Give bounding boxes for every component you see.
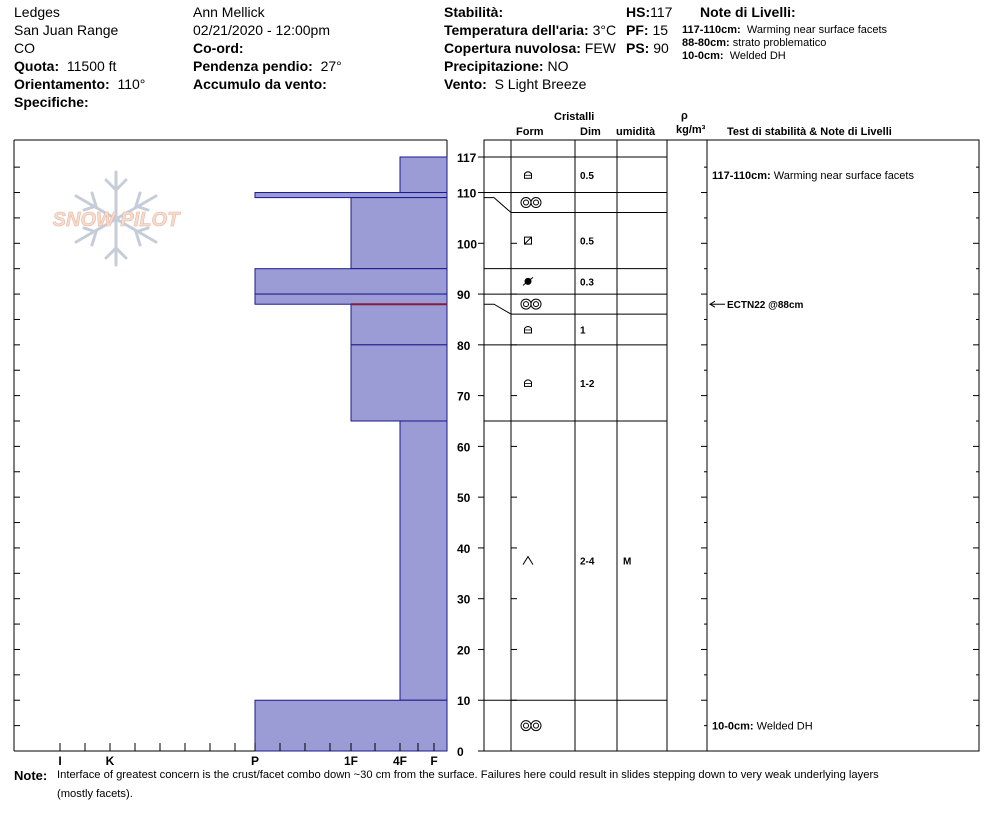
depth-connector xyxy=(484,198,511,213)
range: San Juan Range xyxy=(14,22,119,38)
col-cristalli: Cristalli xyxy=(554,111,595,123)
layer-notes-title: Note di Livelli: xyxy=(700,4,796,20)
air-temp-label: Temperatura dell'aria: xyxy=(444,22,589,38)
ps-value: 90 xyxy=(653,40,669,56)
elevation-value: 11500 ft xyxy=(66,58,117,74)
hardness-label-I: I xyxy=(58,754,62,768)
stability-label: Stabilità: xyxy=(444,4,504,20)
snowpilot-logo xyxy=(53,172,181,265)
layer-note-2-text: strato problematico xyxy=(732,37,827,49)
hardness-bar-0 xyxy=(400,157,447,193)
hardness-bar-6 xyxy=(351,345,447,421)
layer-note-3-range: 10-0cm: xyxy=(682,50,724,62)
pf-value: 15 xyxy=(652,22,669,38)
footer-note xyxy=(14,768,47,783)
pf-label: PF: xyxy=(626,22,649,38)
precipitation-label: Precipitazione: xyxy=(444,58,544,74)
slope-value: 27° xyxy=(320,58,342,74)
rounding-facet-icon xyxy=(525,326,532,333)
stability-test-label: ECTN22 @88cm xyxy=(727,300,804,312)
depth-label-117: 117 xyxy=(457,150,477,165)
col-umidita: umidità xyxy=(616,126,656,138)
hardness-bar-2 xyxy=(351,198,447,269)
depth-label-0: 0 xyxy=(457,745,464,759)
hs-value: 117 xyxy=(650,4,673,20)
depth-connector xyxy=(484,304,511,314)
depth-label-80: 80 xyxy=(457,338,471,353)
layer-note-right-text: Welded DH xyxy=(756,720,813,733)
melt-freeze-icon xyxy=(521,721,541,731)
wind-value: S Light Breeze xyxy=(494,76,587,92)
hardness-label-F: F xyxy=(430,754,438,768)
layer-note-right-range: 10-0cm: xyxy=(712,720,757,733)
hardness-bar-3 xyxy=(255,269,447,294)
hardness-label-4F: 4F xyxy=(392,754,408,768)
graupel-icon xyxy=(523,277,533,285)
depth-label-110: 110 xyxy=(457,186,477,201)
sky-cover-label: Copertura nuvolosa: xyxy=(444,40,581,56)
footer-label: Note: xyxy=(14,768,48,783)
layer-note-1-range: 117-110cm: xyxy=(682,24,741,36)
hardness-bar-4 xyxy=(255,294,447,304)
layer-note-right-text: Warming near surface facets xyxy=(773,169,914,182)
aspect-value: 110° xyxy=(117,76,146,92)
depth-label-70: 70 xyxy=(457,389,471,404)
elevation-label: Quota: xyxy=(14,58,60,74)
hardness-label-1F: 1F xyxy=(343,754,359,768)
observer: Ann Mellick xyxy=(193,4,265,20)
footer-line-2: (mostly facets). xyxy=(57,788,133,800)
col-form: Form xyxy=(516,126,544,138)
depth-label-90: 90 xyxy=(457,288,471,303)
logo-text: SNOW PILOT xyxy=(52,209,180,231)
melt-freeze-icon xyxy=(521,299,541,309)
layer-note-right xyxy=(712,721,813,733)
moisture: M xyxy=(623,556,632,568)
ps-label: PS: xyxy=(626,40,650,56)
crystal-size: 2-4 xyxy=(580,556,595,568)
precipitation-value: NO xyxy=(547,58,569,74)
depth-hoar-icon xyxy=(523,557,533,565)
col-dim: Dim xyxy=(580,126,601,138)
crystal-size: 0.3 xyxy=(580,277,594,289)
layer-note-right-range: 117-110cm: xyxy=(712,169,774,182)
hardness-bar-5 xyxy=(351,304,447,345)
hardness-bar-7 xyxy=(400,421,447,700)
layer-note-3-text: Welded DH xyxy=(729,50,786,62)
crystal-size: 1 xyxy=(580,325,586,337)
datetime: 02/21/2020 - 12:00pm xyxy=(193,22,330,38)
footer-line-1: Interface of greatest concern is the crust/facet combo down ~30 cm from the surface. Failures here could result in slides stepping down to very weak underlying layers xyxy=(57,769,879,781)
hs-label: HS: xyxy=(626,4,651,20)
specifics-label: Specifiche: xyxy=(14,94,89,110)
layer-note-right xyxy=(712,170,914,182)
slope-label: Pendenza pendio: xyxy=(193,58,313,74)
coord-label: Co-ord: xyxy=(193,40,244,56)
depth-label-40: 40 xyxy=(457,541,471,556)
wind-loading-label: Accumulo da vento: xyxy=(193,76,327,92)
depth-label-20: 20 xyxy=(457,643,471,658)
hardness-label-K: K xyxy=(105,754,115,768)
layer-table xyxy=(484,140,979,751)
melt-freeze-icon xyxy=(521,198,541,208)
wind-label: Vento: xyxy=(444,76,487,92)
rounding-facet-icon xyxy=(525,172,532,179)
depth-label-100: 100 xyxy=(457,237,478,252)
hardness-label-P: P xyxy=(250,754,260,768)
aspect-label: Orientamento: xyxy=(14,76,110,92)
state: CO xyxy=(14,40,35,56)
faceted-rounded-icon xyxy=(525,237,532,244)
depth-label-10: 10 xyxy=(457,694,471,709)
depth-label-60: 60 xyxy=(457,440,471,455)
depth-label-30: 30 xyxy=(457,592,471,607)
depth-label-50: 50 xyxy=(457,491,471,506)
col-notes: Test di stabilità & Note di Livelli xyxy=(727,126,892,138)
crystal-size: 1-2 xyxy=(580,378,595,390)
col-density-unit: kg/m³ xyxy=(676,124,706,136)
crystal-size: 0.5 xyxy=(580,236,594,248)
crystal-size: 0.5 xyxy=(580,170,594,182)
layer-note-2-range: 88-80cm: xyxy=(682,37,730,49)
hardness-bar-1 xyxy=(255,193,447,198)
location: Ledges xyxy=(14,4,60,20)
layer-note-1-text: Warming near surface facets xyxy=(746,24,888,36)
sky-cover-value: FEW xyxy=(584,40,616,56)
air-temp-value: 3°C xyxy=(592,22,617,38)
col-rho: ρ xyxy=(681,110,688,122)
rounding-facet-icon xyxy=(525,380,532,387)
